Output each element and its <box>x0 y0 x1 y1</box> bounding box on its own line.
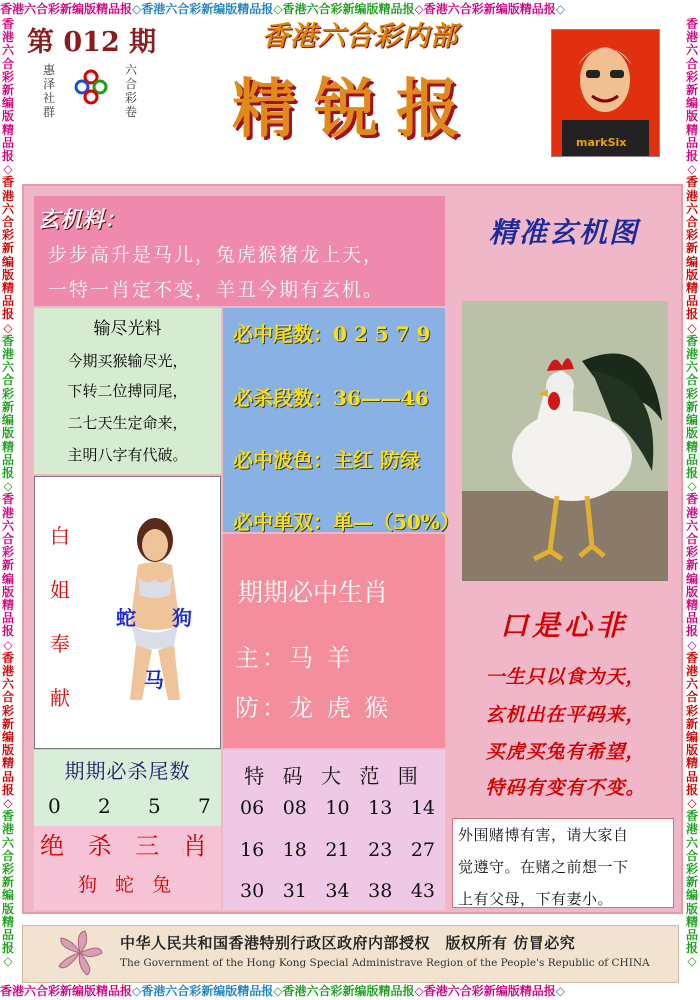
kou-line: 买虎买兔有希望， <box>485 741 646 763</box>
shujin-heading: 输尽光料 <box>93 319 162 339</box>
bizhong-row: 必中波色：主红 防绿 <box>233 448 420 472</box>
shawei-number: 5 <box>148 794 161 818</box>
border-char: 香 <box>685 18 698 31</box>
border-char: ◇ <box>3 479 13 494</box>
border-char: 港 <box>685 30 698 45</box>
border-char: 新 <box>1 558 14 573</box>
tema-number: 38 <box>368 880 393 902</box>
border-char: 新 <box>685 558 698 573</box>
shawei-number: 0 <box>48 794 61 818</box>
footer-authorization: 中华人民共和国香港特别行政区政府内部授权 版权所有 仿冒必究 <box>120 934 576 952</box>
border-char: 六 <box>685 43 698 58</box>
border-char: 香 <box>685 175 698 190</box>
border-char: ◇ <box>3 954 13 969</box>
tema-number: 16 <box>240 839 265 861</box>
border-char: ◇ <box>687 479 697 494</box>
border-char: 香 <box>1 333 14 348</box>
bottom-banner: 香港六合彩新编版精品报◇香港六合彩新编版精品报◇香港六合彩新编版精品报◇香港六合彩新编版精品报◇ <box>0 982 700 1000</box>
kou-line: 玄机出在平码来， <box>485 704 646 726</box>
border-char: 六 <box>685 518 698 533</box>
border-char: 六 <box>1 518 14 533</box>
border-char: ◇ <box>687 795 697 810</box>
border-char: 港 <box>685 505 698 520</box>
border-char: 香 <box>1 175 14 190</box>
border-char: 合 <box>1 215 14 230</box>
border-char: ◇ <box>3 320 13 335</box>
tema-heading: 特 码 大 范 围 <box>244 764 424 788</box>
border-char: 新 <box>1 716 14 731</box>
border-char: 彩 <box>685 228 698 243</box>
border-char: 精 <box>685 756 698 771</box>
border-char: 精 <box>1 122 14 137</box>
border-char: 品 <box>1 928 14 943</box>
border-char: 港 <box>1 30 14 45</box>
tema-number: 21 <box>325 839 350 861</box>
border-char: 编 <box>1 254 14 269</box>
border-char: 彩 <box>685 703 698 718</box>
lottery-logo-icon <box>73 69 109 105</box>
border-char: 品 <box>1 135 14 150</box>
shawei-number: 7 <box>198 794 211 818</box>
border-char: 新 <box>1 83 14 98</box>
border-char: 精 <box>685 281 698 296</box>
bizhong-row: 必中单双：单—（50%） <box>233 510 460 534</box>
border-char: 报 <box>685 782 698 797</box>
host-photo <box>551 29 660 157</box>
shawei-number: 2 <box>98 794 111 818</box>
border-char: 彩 <box>1 228 14 243</box>
border-char: 版 <box>1 584 14 599</box>
left-border-text <box>0 18 16 982</box>
border-char: 港 <box>685 347 698 362</box>
border-char: 品 <box>1 452 14 467</box>
border-char: 版 <box>685 267 698 282</box>
marksix-brand: markSix <box>576 136 627 149</box>
border-char: 新 <box>1 399 14 414</box>
tema-number: 06 <box>240 797 265 819</box>
border-char: 编 <box>685 254 698 269</box>
warning-line: 觉遵守。在赌之前想一下 <box>458 858 629 876</box>
border-char: 编 <box>1 729 14 744</box>
right-border-text <box>684 18 700 982</box>
logo-right-text: 六合彩卷 <box>125 63 138 119</box>
page-title: 精锐报 <box>232 72 478 147</box>
top-banner: 香港六合彩新编版精品报◇香港六合彩新编版精品报◇香港六合彩新编版精品报◇香港六合彩新编版精品报◇ <box>0 0 700 18</box>
border-char: 六 <box>1 835 14 850</box>
tema-number: 30 <box>240 880 265 902</box>
border-char: 彩 <box>1 703 14 718</box>
logo <box>33 57 145 125</box>
rooster-image <box>462 301 668 581</box>
border-char: 香 <box>685 333 698 348</box>
border-char: 品 <box>685 928 698 943</box>
border-char: 精 <box>1 439 14 454</box>
border-char: 精 <box>685 439 698 454</box>
border-char: 编 <box>685 729 698 744</box>
border-char: 品 <box>1 294 14 309</box>
shawei-heading: 期期必杀尾数 <box>64 759 191 783</box>
border-char: 精 <box>685 122 698 137</box>
tema-number: 31 <box>282 880 307 902</box>
border-char: 彩 <box>685 386 698 401</box>
border-char: 报 <box>1 465 14 480</box>
border-char: 彩 <box>685 862 698 876</box>
gift-label: 狗 <box>172 606 192 630</box>
gift-label: 马 <box>144 668 164 692</box>
border-char: 港 <box>1 188 14 203</box>
gift-label: 蛇 <box>116 606 136 630</box>
border-char: 港 <box>1 505 14 520</box>
border-char: 新 <box>1 875 14 890</box>
border-char: 香 <box>1 18 14 31</box>
border-char: ◇ <box>687 162 697 177</box>
border-char: 彩 <box>685 545 698 560</box>
border-char: 港 <box>1 663 14 678</box>
border-char: 品 <box>685 611 698 626</box>
border-char: 品 <box>685 452 698 467</box>
border-char: 精 <box>1 281 14 296</box>
border-char: 合 <box>1 56 14 71</box>
border-char: ◇ <box>687 954 697 969</box>
tema-number: 10 <box>325 797 350 819</box>
border-char: 版 <box>1 901 14 916</box>
border-char: 六 <box>1 360 14 375</box>
border-char: 香 <box>1 809 14 824</box>
kou-heading: 口是心非 <box>499 609 628 642</box>
border-char: 编 <box>1 413 14 428</box>
border-char: 香 <box>685 809 698 824</box>
tema-number: 43 <box>410 880 435 902</box>
border-char: 港 <box>685 188 698 203</box>
shujin-line: 二七天生定命来， <box>67 414 188 432</box>
border-char: 合 <box>685 848 698 863</box>
border-char: ◇ <box>3 162 13 177</box>
border-char: 版 <box>685 743 698 758</box>
side-text-char: 献 <box>50 686 70 710</box>
border-char: 报 <box>685 307 698 322</box>
xuanji-line: 步步高升是马儿，兔虎猴猪龙上天， <box>48 244 385 266</box>
jueshao-heading: 绝 杀 三 肖 <box>40 832 215 860</box>
border-char: 报 <box>1 782 14 797</box>
border-char: 六 <box>685 835 698 850</box>
border-char: 合 <box>1 531 14 546</box>
page-subtitle: 香港六合彩内部 <box>262 21 458 52</box>
border-char: 合 <box>685 531 698 546</box>
tema-number: 34 <box>325 880 350 902</box>
tema-row <box>240 797 435 819</box>
border-char: 版 <box>685 584 698 599</box>
border-char: 合 <box>1 373 14 388</box>
border-char: 编 <box>1 96 14 111</box>
border-char: 版 <box>1 267 14 282</box>
xuanji-picture-title: 精准玄机图 <box>488 216 639 249</box>
tema-row <box>240 880 435 902</box>
border-char: 六 <box>685 201 698 216</box>
border-char: 合 <box>1 848 14 863</box>
border-char: 精 <box>685 597 698 612</box>
border-char: 新 <box>685 241 698 256</box>
border-char: 报 <box>1 624 14 639</box>
border-char: ◇ <box>687 320 697 335</box>
border-char: 版 <box>1 426 14 441</box>
border-char: 报 <box>1 307 14 322</box>
issue-number: 第 012 期 <box>27 27 157 58</box>
border-char: 港 <box>1 347 14 362</box>
shengxiao-heading: 期期必中生肖 <box>238 578 389 607</box>
side-text-char: 姐 <box>50 578 70 602</box>
border-char: 新 <box>685 83 698 98</box>
border-char: 合 <box>685 215 698 230</box>
xuanji-heading: 玄机料： <box>38 207 127 233</box>
tema-number: 14 <box>410 797 435 819</box>
side-text-char: 白 <box>50 524 70 548</box>
tema-number: 13 <box>368 797 393 819</box>
tema-number: 23 <box>368 839 393 861</box>
border-char: 六 <box>685 677 698 692</box>
warning-line: 外围赌博有害，请大家自 <box>458 826 629 844</box>
border-char: 品 <box>685 769 698 784</box>
shujin-line: 主明八字有代破。 <box>67 446 188 464</box>
border-char: 品 <box>1 769 14 784</box>
border-char: 香 <box>685 492 698 507</box>
border-char: 品 <box>685 135 698 150</box>
bauhinia-icon <box>55 928 105 978</box>
border-char: 编 <box>1 888 14 903</box>
border-char: 版 <box>1 743 14 758</box>
border-char: 报 <box>685 941 698 956</box>
border-char: 版 <box>685 426 698 441</box>
border-char: 精 <box>1 756 14 771</box>
border-char: 彩 <box>1 69 14 84</box>
border-char: 新 <box>1 241 14 256</box>
border-char: 香 <box>685 650 698 665</box>
border-char: 彩 <box>1 862 14 876</box>
border-char: 报 <box>685 149 698 164</box>
side-text-char: 奉 <box>50 632 70 656</box>
logo-left-text: 惠泽社群 <box>43 63 56 119</box>
border-char: 合 <box>685 690 698 705</box>
tema-row <box>240 839 435 861</box>
border-char: 报 <box>685 465 698 480</box>
border-char: 港 <box>1 822 14 837</box>
border-char: 香 <box>1 492 14 507</box>
border-char: 彩 <box>685 69 698 84</box>
tema-number: 18 <box>282 839 307 861</box>
border-char: 新 <box>685 399 698 414</box>
footer-english: The Government of the Hong Kong Special Administrave Region of the People's Republic of CHINA <box>120 957 650 969</box>
bizhong-row: 必中尾数：0 2 5 7 9 <box>233 322 431 346</box>
border-char: 版 <box>685 901 698 916</box>
border-char: ◇ <box>3 637 13 652</box>
border-char: 编 <box>685 96 698 111</box>
border-char: 港 <box>685 822 698 837</box>
border-char: 品 <box>685 294 698 309</box>
border-char: 编 <box>685 413 698 428</box>
border-char: ◇ <box>687 637 697 652</box>
border-char: 彩 <box>1 386 14 401</box>
jueshao-animals: 狗 蛇 兔 <box>77 874 178 896</box>
border-char: 六 <box>1 677 14 692</box>
border-char: 香 <box>1 650 14 665</box>
border-char: 新 <box>685 716 698 731</box>
border-char: 港 <box>685 663 698 678</box>
kou-line: 一生只以食为天， <box>485 666 646 688</box>
border-char: 彩 <box>1 545 14 560</box>
kou-line: 特码有变有不变。 <box>485 777 646 799</box>
tema-number: 08 <box>282 797 307 819</box>
tema-number: 27 <box>410 839 435 861</box>
shengxiao-backup: 防：龙 虎 猴 <box>235 694 392 722</box>
border-char: ◇ <box>3 795 13 810</box>
bizhong-row: 必杀段数：36——46 <box>233 386 429 410</box>
border-char: 报 <box>685 624 698 639</box>
border-char: 编 <box>1 571 14 586</box>
border-char: 编 <box>685 888 698 903</box>
shujin-line: 下转二位搏同尾， <box>67 382 188 400</box>
border-char: 报 <box>1 149 14 164</box>
border-char: 六 <box>1 43 14 58</box>
shujin-line: 今期买猴输尽光， <box>67 352 188 370</box>
border-char: 六 <box>685 360 698 375</box>
border-char: 合 <box>685 373 698 388</box>
warning-line: 上有父母，下有妻小。 <box>458 890 614 908</box>
border-char: 精 <box>1 914 14 929</box>
border-char: 品 <box>1 611 14 626</box>
border-char: 六 <box>1 201 14 216</box>
border-char: 新 <box>685 875 698 890</box>
shengxiao-main: 主：马 羊 <box>235 644 354 672</box>
border-char: 版 <box>1 109 14 124</box>
border-char: 报 <box>1 941 14 956</box>
border-char: 编 <box>685 571 698 586</box>
border-char: 精 <box>685 914 698 929</box>
xuanji-line: 一特一肖定不变，羊丑今期有玄机。 <box>48 279 385 301</box>
border-char: 版 <box>685 109 698 124</box>
border-char: 合 <box>685 56 698 71</box>
border-char: 合 <box>1 690 14 705</box>
border-char: 精 <box>1 597 14 612</box>
